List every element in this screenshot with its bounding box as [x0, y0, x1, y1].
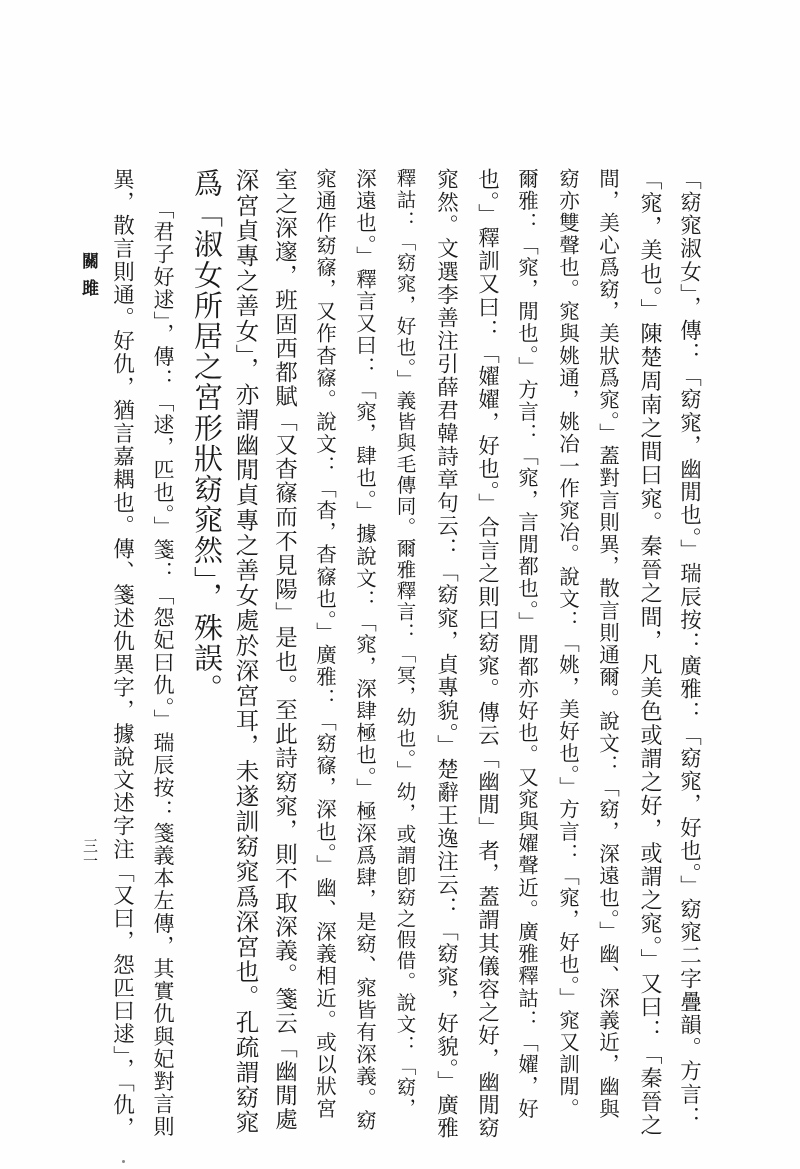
text-column: 間，美心爲窈，美狀爲窕。」蓋對言則異，散言則通爾。說文：「窈，深遠也。」幽、深義近，幽與: [595, 168, 620, 1120]
text-column: 爲「淑女所居之宮形狀窈窕然」，殊誤。: [190, 168, 224, 705]
text-column: 「窈窕淑女」，傳：「窈窕，幽閒也。」瑞辰按：廣雅：「窈窕，好也。」窈窕二字疊韻。方言：: [676, 168, 702, 1130]
text-column: 異，散言則通。好仇，猶言嘉耦也。傳、箋述仇異字，據說文述字注「又曰，怨匹曰逑」，「仇，: [109, 168, 135, 1140]
text-column: 釋詁：「窈窕，好也。」義皆與毛傳同。爾雅釋言：「冥，幼也。」幼，或謂卽窈之假借。說文：「窈，: [393, 168, 417, 1120]
text-column: 也。」釋訓又曰：「嬥嬥，好也。」合言之則曰窈窕。傳云「幽閒」者，蓋謂其儀容之好，幽閒窈: [474, 168, 500, 1140]
text-column: 深遠也。」釋言又曰：「窕，肆也。」據說文：「窕，深肆極也。」極深爲肆，是窈、窕皆有深義。窈: [352, 168, 377, 1132]
text-column: 爾雅：「窕，閒也。」方言：「窕，言閒都也。」閒都亦好也。又窕與嬥聲近。廣雅釋詁：「嬥，好: [514, 168, 539, 1120]
text-column: 「君子好逑」，傳：「逑，匹也。」箋：「怨妃曰仇。」瑞辰按：箋義本左傳，其實仇與妃對言則: [151, 198, 175, 1139]
page-number: 三一: [81, 838, 99, 868]
text-column: 深宮貞專之善女」，亦謂幽閒貞專之善女處於深宮耳，未遂訓窈窕爲深宮也。孔疏謂窈窕: [231, 168, 260, 1136]
paper-speck: [122, 1160, 125, 1163]
running-head: 關雎: [78, 252, 98, 306]
text-column: 窕通作窈窱，又作杳窱。說文：「杳，杳窱也。」廣雅：「窈窱，深也。」幽、深義相近。或以狀宮: [312, 168, 337, 1120]
text-column: 室之深邃，班固西都賦「又杳窱而不見陽」是也。至此詩窈窕，則不取深義。箋云「幽閒處: [271, 168, 298, 1132]
text-column: 窕然。文選李善注引薛君韓詩章句云：「窈窕，貞專貌。」楚辭王逸注云：「窈窕，好貌。」廣雅: [433, 168, 459, 1140]
text-column: 「窕，美也。」陳楚周南之間曰窕。秦晉之間，凡美色或謂之好，或謂之窕。」又曰：「秦晉之: [637, 168, 662, 1138]
text-column: 窈亦雙聲也。窕與姚通，姚冶一作窕冶。說文：「姚，美好也。」方言：「窕，好也。」窕又訓閒。: [555, 168, 580, 1120]
